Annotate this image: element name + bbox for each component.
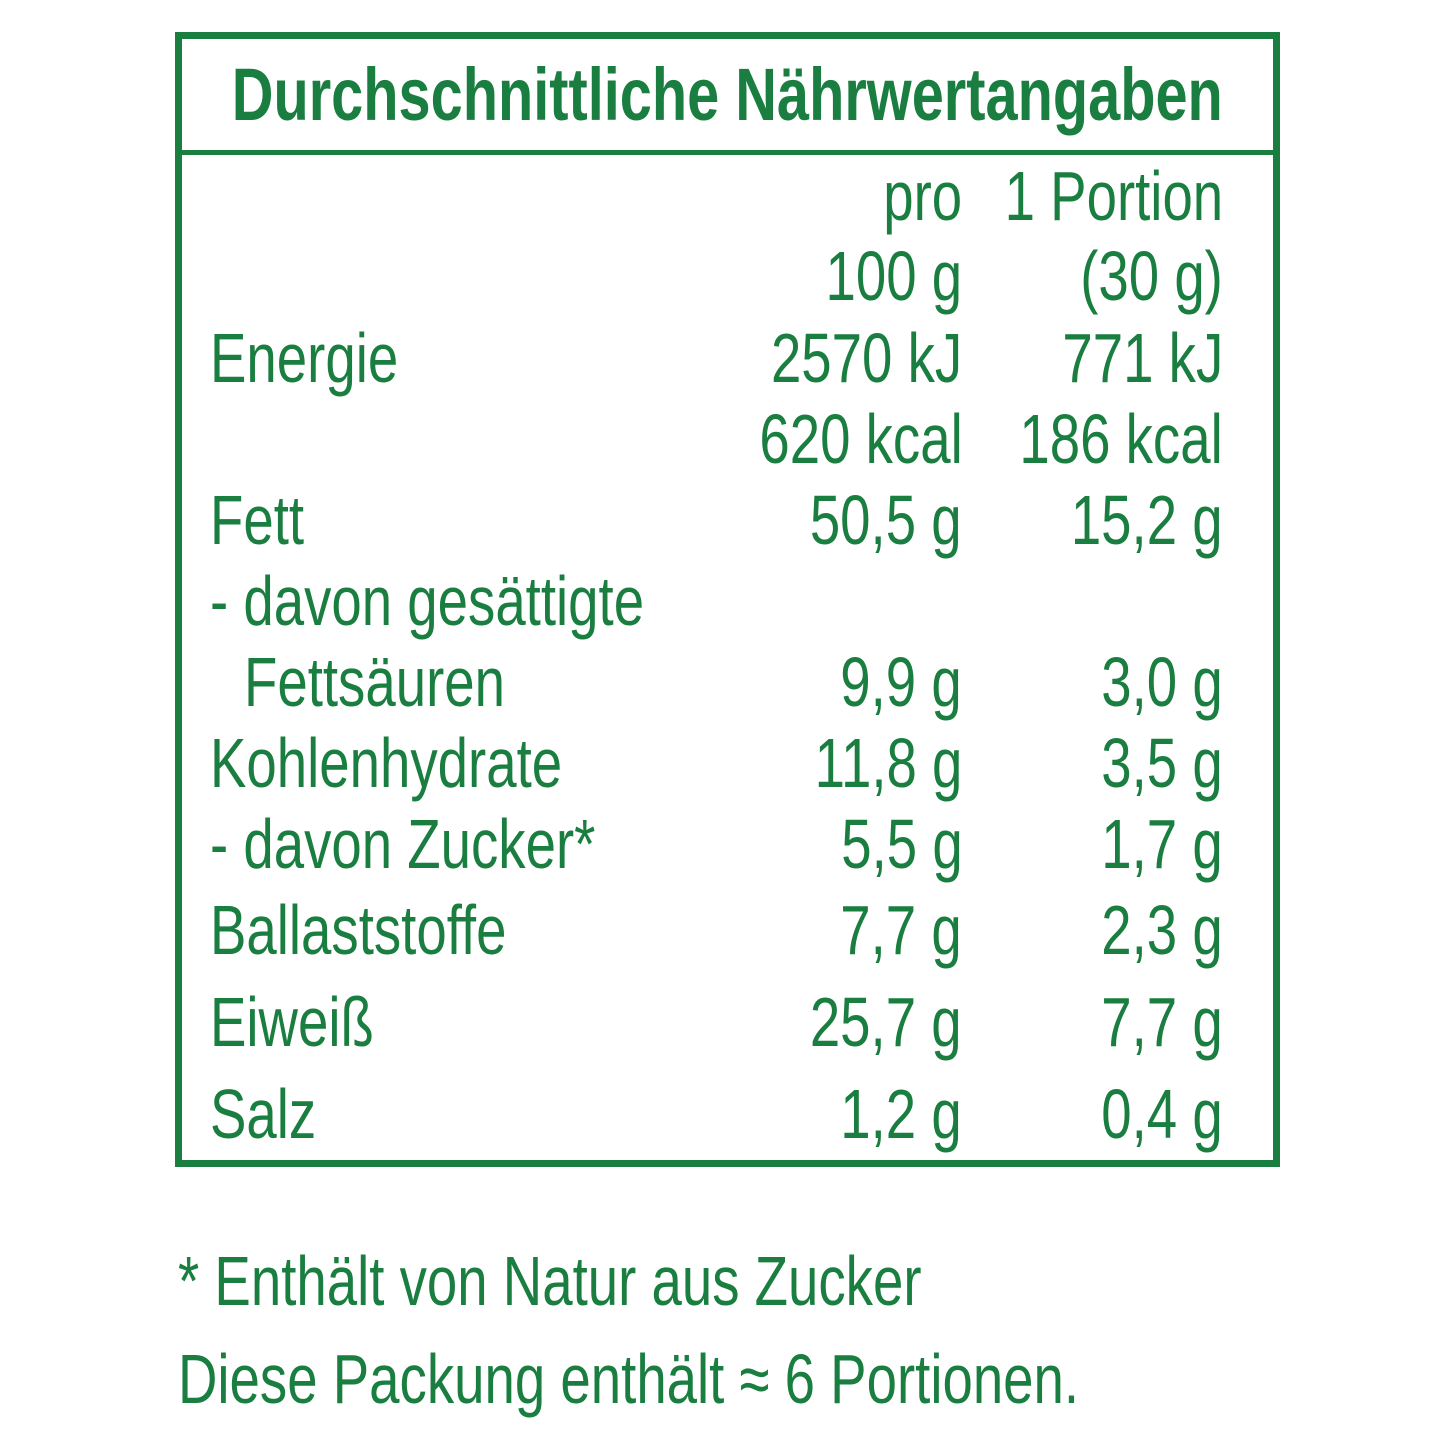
nutrient-line xyxy=(182,803,1273,884)
value-per-100g-text: 9,9 g xyxy=(840,642,962,721)
value-per-portion xyxy=(994,561,1223,641)
nutrient-label-text: Salz xyxy=(210,1075,317,1153)
nutrient-label-text: Fett xyxy=(210,480,305,559)
nutrient-label xyxy=(182,642,702,722)
value-per-100g xyxy=(766,561,994,641)
footnote-sugar: * Enthält von Natur aus Zucker xyxy=(178,1242,922,1320)
nutrient-row xyxy=(182,722,1273,884)
column-header-row xyxy=(182,150,1273,317)
value-per-100g-text: 1,2 g xyxy=(840,1075,962,1153)
nutrient-line xyxy=(182,317,1273,398)
value-per-portion xyxy=(962,642,1223,722)
value-per-100g xyxy=(702,399,962,479)
nutrient-label xyxy=(182,982,702,1062)
nutrient-label xyxy=(182,1074,702,1154)
nutrient-row xyxy=(182,884,1273,976)
value-per-portion xyxy=(962,480,1223,560)
value-per-portion xyxy=(962,723,1223,803)
nutrition-table xyxy=(175,32,1280,1167)
value-per-portion-text: 1,7 g xyxy=(1101,804,1223,883)
nutrient-row xyxy=(182,976,1273,1068)
value-per-100g xyxy=(702,642,962,722)
value-per-portion xyxy=(962,982,1223,1062)
nutrient-label-text: Kohlenhydrate xyxy=(210,723,563,802)
value-per-portion-text: 186 kcal xyxy=(1019,399,1223,478)
value-per-100g-text: 25,7 g xyxy=(810,983,962,1061)
value-per-100g xyxy=(702,723,962,803)
value-per-portion-text: 2,3 g xyxy=(1101,891,1223,969)
nutrient-line xyxy=(182,722,1273,803)
nutrient-line xyxy=(182,641,1273,722)
nutrient-label xyxy=(182,561,766,641)
value-per-100g-text: 50,5 g xyxy=(810,480,962,559)
value-per-portion xyxy=(962,890,1223,970)
nutrient-label-text: Fettsäuren xyxy=(244,642,506,721)
nutrient-line xyxy=(182,976,1273,1068)
value-per-100g-text: 620 kcal xyxy=(759,399,963,478)
nutrient-label xyxy=(182,723,702,803)
value-per-100g-text: 5,5 g xyxy=(841,804,964,883)
header-per-100g-line2: 100 g xyxy=(825,237,962,315)
value-per-portion-text: 3,5 g xyxy=(1101,723,1223,802)
header-per-portion-line1: 1 Portion xyxy=(1004,157,1223,235)
value-per-portion xyxy=(962,318,1223,398)
value-per-100g xyxy=(702,480,962,560)
value-per-100g-text: 11,8 g xyxy=(814,723,962,802)
nutrient-label xyxy=(182,480,702,560)
header-per-portion-line2: (30 g) xyxy=(1080,237,1223,315)
nutrient-line xyxy=(182,884,1273,976)
value-per-portion xyxy=(962,1074,1223,1154)
value-per-portion-text: 7,7 g xyxy=(1101,983,1223,1061)
nutrient-label xyxy=(182,399,702,479)
nutrient-row xyxy=(182,479,1273,722)
value-per-portion-text: 0,4 g xyxy=(1101,1075,1223,1153)
header-per-100g-line1: pro xyxy=(883,157,962,235)
column-header-per-100g xyxy=(702,156,962,316)
value-per-portion xyxy=(963,804,1223,884)
nutrient-row xyxy=(182,317,1273,479)
table-body xyxy=(182,317,1273,1160)
nutrient-line xyxy=(182,398,1273,479)
nutrient-label-text: - davon Zucker* xyxy=(210,804,596,883)
table-title-row xyxy=(182,39,1273,150)
nutrient-line xyxy=(182,479,1273,560)
value-per-100g xyxy=(702,1074,962,1154)
column-header-per-portion xyxy=(962,156,1223,316)
value-per-portion xyxy=(962,399,1223,479)
footnotes xyxy=(178,1232,1333,1428)
value-per-100g-text: 2570 kJ xyxy=(770,318,962,397)
nutrient-line xyxy=(182,560,1273,641)
value-per-portion-text: 15,2 g xyxy=(1071,480,1223,559)
nutrient-label-text: Ballaststoffe xyxy=(210,891,507,969)
value-per-100g xyxy=(702,890,962,970)
value-per-portion-text: 3,0 g xyxy=(1101,642,1223,721)
nutrient-label-text: Energie xyxy=(210,318,399,397)
nutrient-row xyxy=(182,1068,1273,1160)
nutrient-label xyxy=(182,890,702,970)
value-per-100g-text: 7,7 g xyxy=(840,891,962,969)
nutrient-label xyxy=(182,804,704,884)
value-per-portion-text: 771 kJ xyxy=(1062,318,1223,397)
nutrient-line xyxy=(182,1068,1273,1160)
value-per-100g xyxy=(704,804,963,884)
nutrient-label-text: Eiweiß xyxy=(210,983,374,1061)
footnote-portions: Diese Packung enthält ≈ 6 Portionen. xyxy=(178,1340,1080,1418)
nutrient-label-text: - davon gesättigte xyxy=(210,561,645,640)
nutrient-label xyxy=(182,318,702,398)
value-per-100g xyxy=(702,982,962,1062)
value-per-100g xyxy=(702,318,962,398)
table-title: Durchschnittliche Nährwertangaben xyxy=(231,53,1224,136)
